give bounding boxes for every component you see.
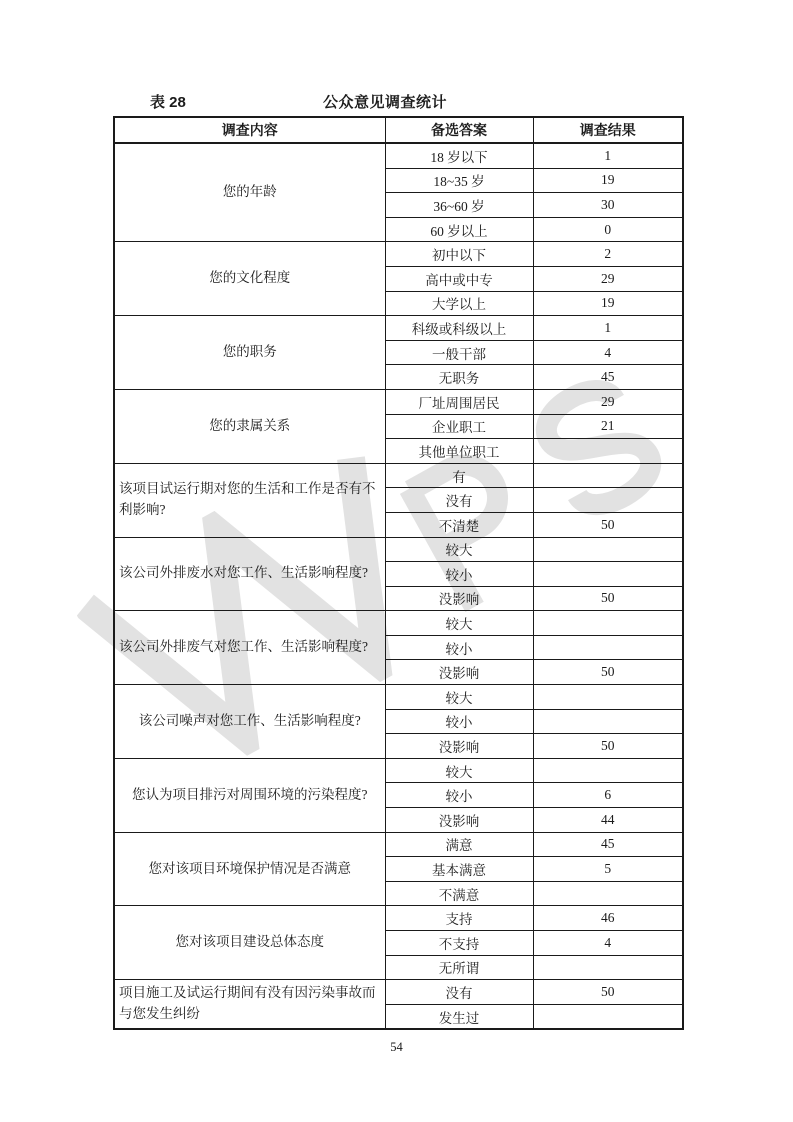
result-value-cell: 46 — [533, 906, 683, 931]
question-cell: 该公司外排废水对您工作、生活影响程度? — [114, 537, 385, 611]
answer-option-cell: 有 — [385, 463, 533, 488]
table-row — [114, 832, 683, 857]
result-value-cell: 50 — [533, 660, 683, 685]
question-cell: 您的文化程度 — [114, 242, 385, 316]
question-cell: 项目施工及试运行期间有没有因污染事故而与您发生纠纷 — [114, 980, 385, 1030]
table-row — [114, 389, 683, 414]
result-value-cell — [533, 758, 683, 783]
column-header-survey-results: 调查结果 — [533, 117, 683, 143]
answer-option-cell: 较大 — [385, 685, 533, 710]
column-header-answer-options: 备选答案 — [385, 117, 533, 143]
result-value-cell: 4 — [533, 931, 683, 956]
answer-option-cell: 60 岁以上 — [385, 217, 533, 242]
answer-option-cell: 没有 — [385, 488, 533, 513]
table-row — [114, 611, 683, 636]
table-row — [114, 242, 683, 267]
result-value-cell — [533, 1004, 683, 1029]
table-title-label: 公众意见调查统计 — [323, 94, 448, 111]
result-value-cell: 50 — [533, 586, 683, 611]
answer-option-cell: 厂址周围居民 — [385, 389, 533, 414]
result-value-cell: 29 — [533, 266, 683, 291]
table-caption — [113, 93, 682, 115]
question-cell: 该公司噪声对您工作、生活影响程度? — [114, 685, 385, 759]
answer-option-cell: 基本满意 — [385, 857, 533, 882]
answer-option-cell: 不清楚 — [385, 512, 533, 537]
answer-option-cell: 无职务 — [385, 365, 533, 390]
answer-option-cell: 没影响 — [385, 586, 533, 611]
answer-option-cell: 没有 — [385, 980, 533, 1005]
table-header-row — [114, 117, 683, 143]
answer-option-cell: 无所谓 — [385, 955, 533, 980]
answer-option-cell: 大学以上 — [385, 291, 533, 316]
answer-option-cell: 不支持 — [385, 931, 533, 956]
answer-option-cell: 较小 — [385, 709, 533, 734]
result-value-cell — [533, 881, 683, 906]
question-cell: 您的隶属关系 — [114, 389, 385, 463]
table-row — [114, 463, 683, 488]
question-cell: 您的年龄 — [114, 143, 385, 242]
result-value-cell — [533, 955, 683, 980]
question-cell: 您对该项目环境保护情况是否满意 — [114, 832, 385, 906]
answer-option-cell: 较小 — [385, 635, 533, 660]
result-value-cell: 19 — [533, 168, 683, 193]
result-value-cell — [533, 635, 683, 660]
answer-option-cell: 36~60 岁 — [385, 193, 533, 218]
result-value-cell — [533, 537, 683, 562]
answer-option-cell: 高中或中专 — [385, 266, 533, 291]
result-value-cell — [533, 611, 683, 636]
result-value-cell: 45 — [533, 365, 683, 390]
question-cell: 该项目试运行期对您的生活和工作是否有不利影响? — [114, 463, 385, 537]
answer-option-cell: 18~35 岁 — [385, 168, 533, 193]
result-value-cell: 6 — [533, 783, 683, 808]
answer-option-cell: 较大 — [385, 537, 533, 562]
answer-option-cell: 支持 — [385, 906, 533, 931]
answer-option-cell: 较大 — [385, 611, 533, 636]
question-cell: 您认为项目排污对周围环境的污染程度? — [114, 758, 385, 832]
table-row — [114, 685, 683, 710]
result-value-cell: 0 — [533, 217, 683, 242]
result-value-cell: 50 — [533, 734, 683, 759]
question-cell: 您的职务 — [114, 316, 385, 390]
result-value-cell: 50 — [533, 512, 683, 537]
question-cell: 您对该项目建设总体态度 — [114, 906, 385, 980]
answer-option-cell: 发生过 — [385, 1004, 533, 1029]
table-row — [114, 316, 683, 341]
table-row — [114, 758, 683, 783]
answer-option-cell: 较小 — [385, 562, 533, 587]
answer-option-cell: 满意 — [385, 832, 533, 857]
answer-option-cell: 18 岁以下 — [385, 143, 533, 168]
table-row — [114, 980, 683, 1005]
answer-option-cell: 一般干部 — [385, 340, 533, 365]
answer-option-cell: 不满意 — [385, 881, 533, 906]
result-value-cell: 45 — [533, 832, 683, 857]
answer-option-cell: 企业职工 — [385, 414, 533, 439]
result-value-cell — [533, 463, 683, 488]
table-row — [114, 143, 683, 168]
answer-option-cell: 没影响 — [385, 808, 533, 833]
result-value-cell: 50 — [533, 980, 683, 1005]
result-value-cell: 29 — [533, 389, 683, 414]
result-value-cell: 44 — [533, 808, 683, 833]
answer-option-cell: 其他单位职工 — [385, 439, 533, 464]
answer-option-cell: 科级或科级以上 — [385, 316, 533, 341]
result-value-cell — [533, 488, 683, 513]
survey-table — [113, 116, 684, 1030]
answer-option-cell: 较大 — [385, 758, 533, 783]
result-value-cell: 30 — [533, 193, 683, 218]
result-value-cell: 19 — [533, 291, 683, 316]
answer-option-cell: 初中以下 — [385, 242, 533, 267]
column-header-survey-content: 调查内容 — [114, 117, 385, 143]
result-value-cell: 1 — [533, 316, 683, 341]
answer-option-cell: 没影响 — [385, 660, 533, 685]
result-value-cell: 4 — [533, 340, 683, 365]
result-value-cell — [533, 709, 683, 734]
result-value-cell: 5 — [533, 857, 683, 882]
survey-table-body — [114, 143, 683, 1029]
question-cell: 该公司外排废气对您工作、生活影响程度? — [114, 611, 385, 685]
result-value-cell: 1 — [533, 143, 683, 168]
table-row — [114, 906, 683, 931]
answer-option-cell: 没影响 — [385, 734, 533, 759]
result-value-cell: 21 — [533, 414, 683, 439]
result-value-cell — [533, 685, 683, 710]
answer-option-cell: 较小 — [385, 783, 533, 808]
table-number-label: 表 28 — [150, 94, 186, 111]
table-row — [114, 537, 683, 562]
page-number: 54 — [390, 1040, 403, 1054]
result-value-cell — [533, 562, 683, 587]
result-value-cell — [533, 439, 683, 464]
result-value-cell: 2 — [533, 242, 683, 267]
